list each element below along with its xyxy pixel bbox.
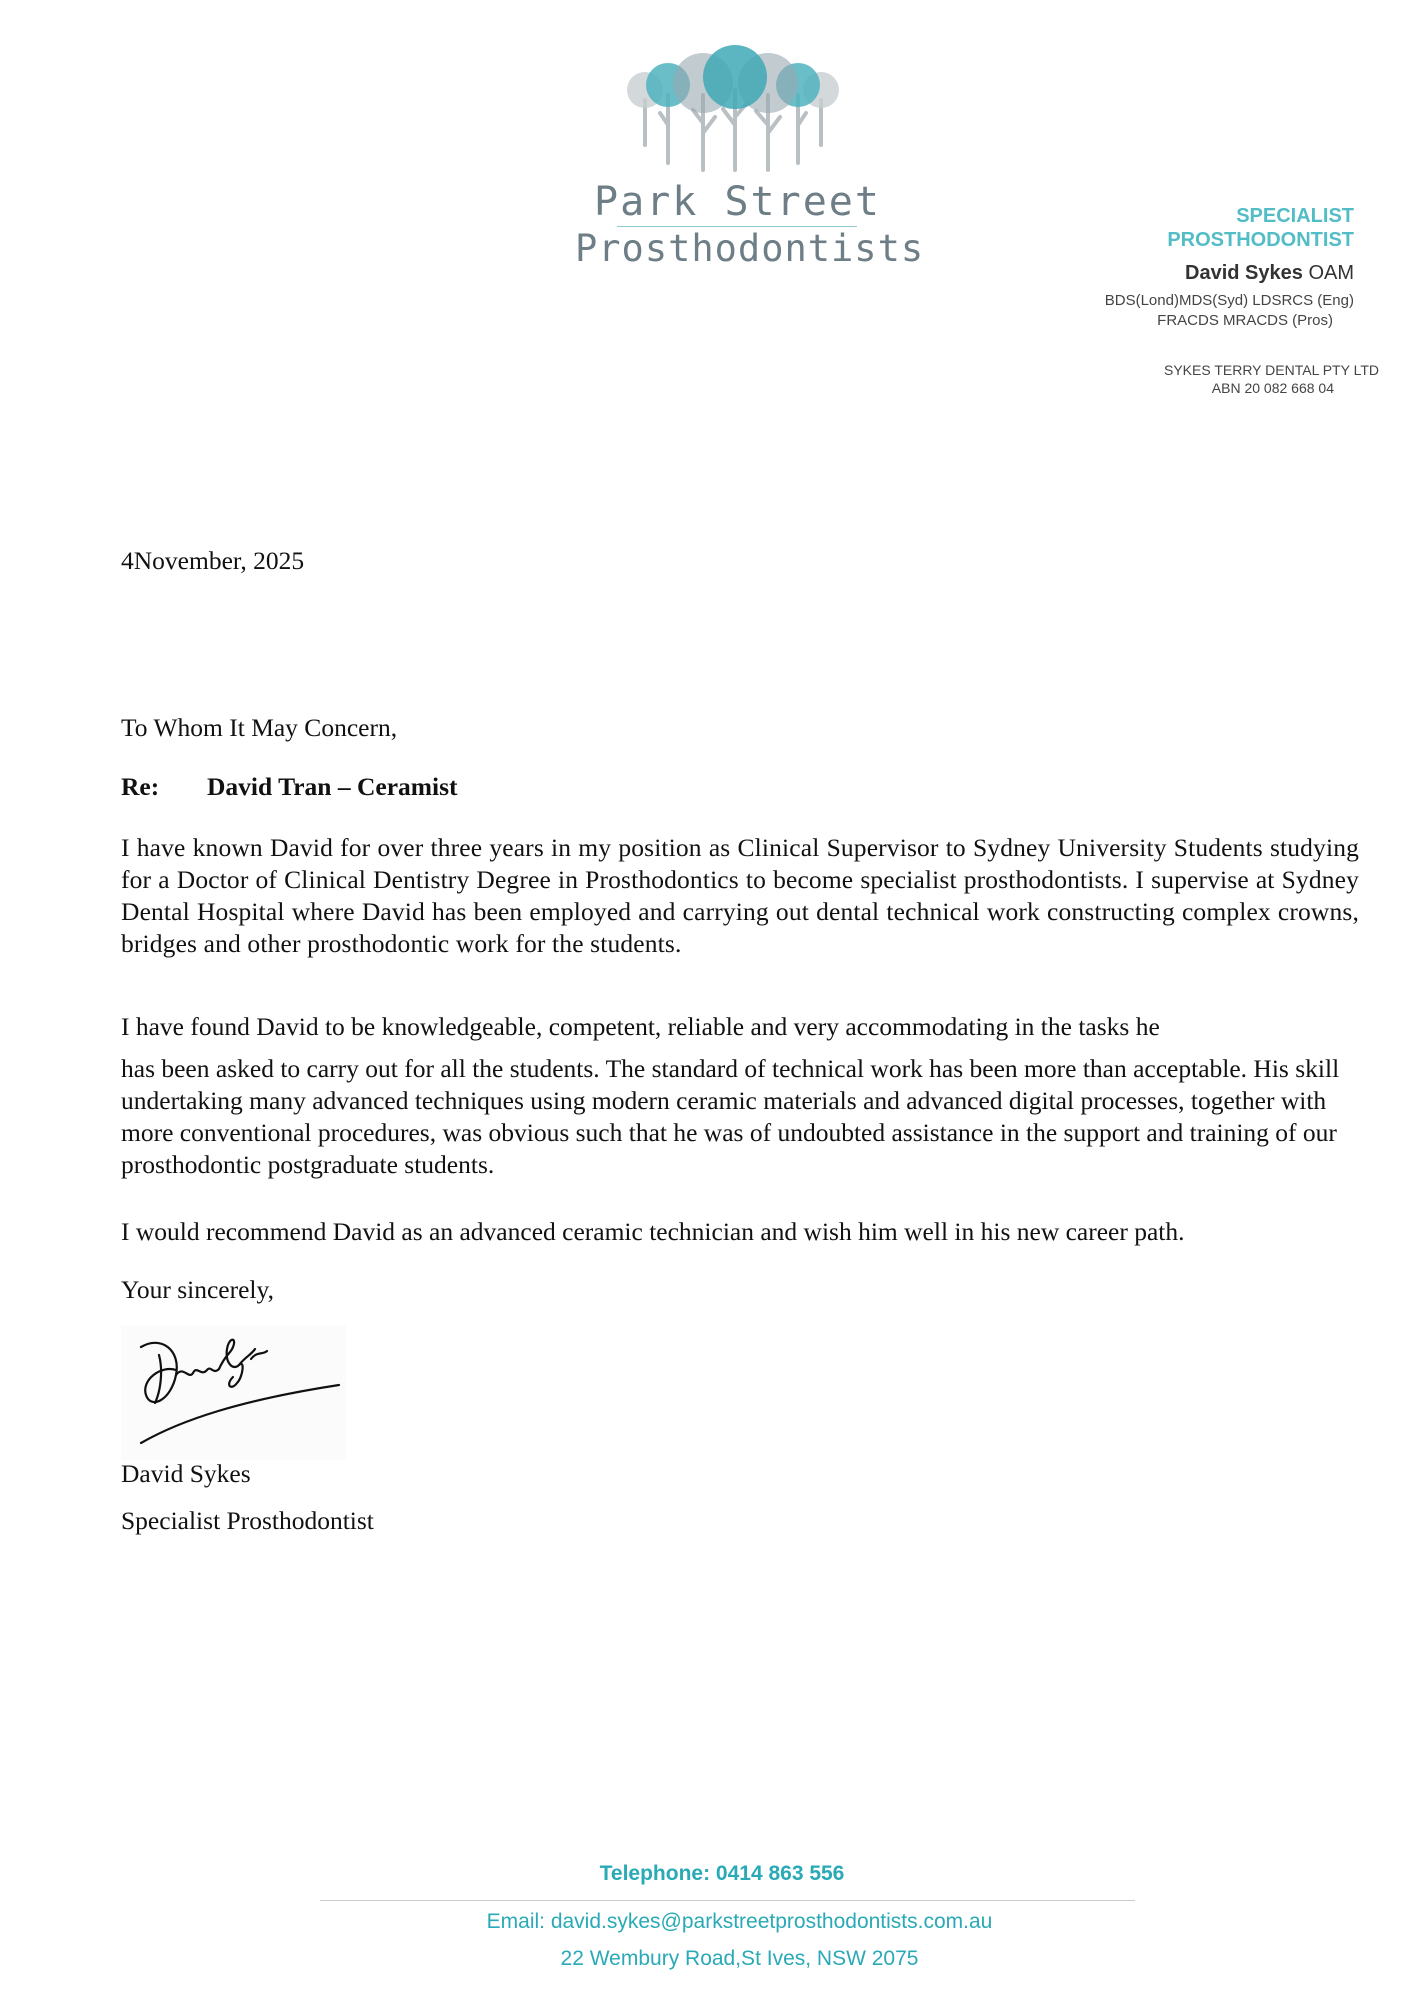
practitioner-honour: OAM — [1308, 262, 1354, 284]
header-title-line2: PROSTHODONTIST — [1167, 229, 1354, 251]
letter-subject-line — [121, 771, 458, 803]
subject-label: Re: — [121, 772, 160, 801]
footer-divider — [320, 1900, 1135, 1901]
footer-email[interactable]: Email: david.sykes@parkstreetprosthodontists.com.au — [486, 1910, 993, 1933]
logo-wordmark-line2: Prosthodontists — [575, 227, 925, 270]
header-abn: ABN 20 082 668 04 — [1211, 380, 1334, 396]
header-qualifications-line2: FRACDS MRACDS (Pros) — [1157, 312, 1333, 329]
footer-address: 22 Wembury Road,St Ives, NSW 2075 — [560, 1947, 919, 1970]
signatory-name: David Sykes — [121, 1459, 251, 1488]
subject-text: David Tran – Ceramist — [207, 772, 458, 801]
signatory-title: Specialist Prosthodontist — [121, 1506, 374, 1535]
letter-paragraph-2 — [121, 1011, 1359, 1181]
company-logo — [575, 45, 925, 275]
letter-salutation: To Whom It May Concern, — [121, 713, 398, 742]
header-company-name: SYKES TERRY DENTAL PTY LTD — [1164, 362, 1379, 378]
paragraph-2-rest: has been asked to carry out for all the students. The standard of technical work has been more than acceptable. His skill undertaking many advanced techniques using modern ceramic materials and advanced digital processes, together with more conventional procedures, was obvious such that he was of undoubted assistance in the support and training of our prosthodontic postgraduate students. — [121, 1054, 1340, 1179]
letter-closing: Your sincerely, — [121, 1275, 274, 1304]
handwritten-signature — [121, 1325, 346, 1460]
letter-paragraph-3: I would recommend David as an advanced ceramic technician and wish him well in his new career path. — [121, 1217, 1185, 1246]
header-practitioner-name — [1185, 262, 1354, 285]
tree-logo-icon — [623, 45, 843, 175]
logo-wordmark-line1: Park Street — [594, 179, 881, 225]
paragraph-2-first-line: I have found David to be knowledgeable, competent, reliable and very accommodating in the tasks he — [121, 1012, 1160, 1041]
header-qualifications-line1: BDS(Lond)MDS(Syd) LDSRCS (Eng) — [1104, 292, 1354, 309]
letter-paragraph-1: I have known David for over three years in my position as Clinical Supervisor to Sydney University Students studying for a Doctor of Clinical Dentistry Degree in Prosthodontics to become specialist prosthodontists. I supervise at Sydney Dental Hospital where David has been employed and carrying out dental technical work constructing complex crowns, bridges and other prosthodontic work for the students. — [121, 833, 1359, 958]
letter-date: 4November, 2025 — [121, 546, 305, 575]
footer-telephone: Telephone: 0414 863 556 — [599, 1862, 845, 1885]
practitioner-name: David Sykes — [1185, 262, 1303, 284]
header-title-line1: SPECIALIST — [1236, 205, 1354, 227]
